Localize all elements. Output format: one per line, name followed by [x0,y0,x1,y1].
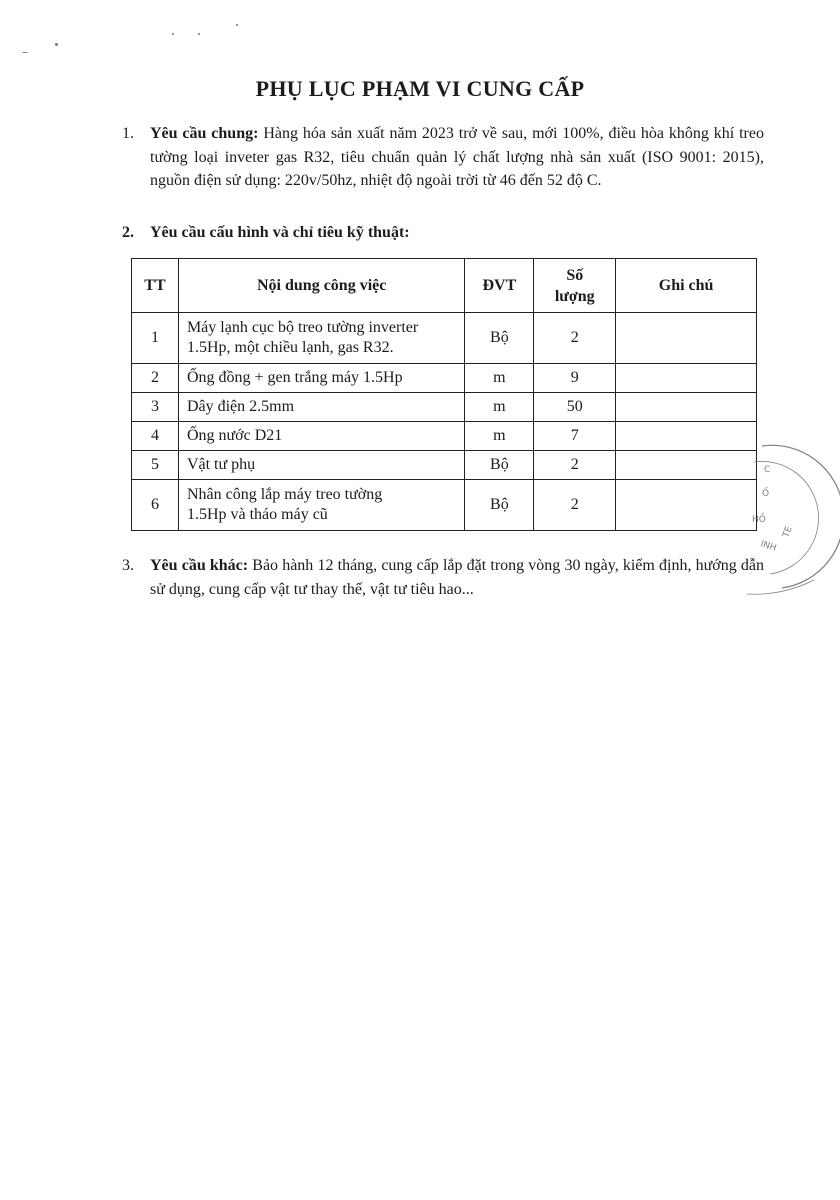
cell-note [616,313,757,364]
stamp-fragment: INH [759,539,778,554]
table-row [132,451,757,480]
cell-content: Vật tư phụ [178,451,464,480]
cell-note [616,393,757,422]
cell-unit: Bộ [465,480,534,531]
header-note: Ghi chú [616,259,757,313]
header-unit: ĐVT [465,259,534,313]
stamp-tail [747,580,814,594]
section-heading: Yêu cầu chung: [150,125,259,142]
section-1 [124,122,764,193]
table-row [132,313,757,364]
cell-content [178,480,464,531]
section-body [124,221,764,245]
cell-quantity: 2 [534,313,616,364]
header-quantity-line1: Số [566,266,584,284]
cell-quantity: 50 [534,393,616,422]
header-quantity-line2: lượng [554,287,595,305]
cell-tt: 1 [132,313,179,364]
stamp-fragment: C [764,465,771,475]
cell-content [178,313,464,364]
cell-content-line1: Máy lạnh cục bộ treo tường inverter [186,319,419,336]
cell-unit: m [465,364,534,393]
cell-unit: m [465,422,534,451]
stamp-outer-ring [762,445,840,588]
official-stamp [742,440,840,600]
scan-speck [198,33,200,35]
section-text: Bảo hành 12 tháng, cung cấp lắp đặt trong vòng 30 ngày, kiểm định, hướng dẫn sử dụng, cung cấp vật tư thay thế, vật tư tiêu hao... [150,557,765,598]
cell-tt: 3 [132,393,179,422]
specification-table [131,258,757,531]
cell-tt: 5 [132,451,179,480]
cell-note [616,480,757,531]
section-body [124,554,764,601]
page-title: PHỤ LỤC PHẠM VI CUNG CẤP [255,76,585,101]
cell-note [616,364,757,393]
cell-content-line2: 1.5Hp và tháo máy cũ [186,506,328,523]
table-row [132,480,757,531]
scan-speck [55,43,58,46]
stamp-fragment: Ố [762,489,770,499]
header-quantity [534,259,616,313]
scan-speck [172,33,174,35]
cell-content-line2: 1.5Hp, một chiều lạnh, gas R32. [186,339,394,356]
stamp-fragment: TE [781,525,795,540]
section-text: Hàng hóa sản xuất năm 2023 trở về sau, mới 100%, điều hòa không khí treo tường loại inveter gas R32, tiêu chuẩn quản lý chất lượng nhà sản xuất (ISO 9001: 2015), nguồn điện sử dụng: 220v/50hz, nhiệt độ ngoài trời từ 46 đến 52 độ C. [150,125,764,189]
table-row [132,422,757,451]
table-row [132,393,757,422]
section-number: 2. [122,224,134,241]
stamp-fragment: HỒ [752,515,766,525]
cell-quantity: 2 [534,451,616,480]
cell-content: Ống đồng + gen trắng máy 1.5Hp [178,364,464,393]
section-heading: Yêu cầu cấu hình và chỉ tiêu kỹ thuật: [150,224,410,241]
section-number: 3. [122,557,134,574]
cell-quantity: 9 [534,364,616,393]
section-2 [124,221,764,245]
table-header-row [132,259,757,313]
cell-content-line1: Nhân công lắp máy treo tường [186,486,383,503]
cell-tt: 6 [132,480,179,531]
section-3 [124,554,764,601]
header-tt: TT [132,259,179,313]
scan-speck [22,52,28,53]
cell-unit: Bộ [465,313,534,364]
scan-speck [236,24,238,26]
cell-content: Ống nước D21 [178,422,464,451]
section-heading: Yêu cầu khác: [150,557,249,574]
header-content: Nội dung công việc [178,259,464,313]
cell-tt: 4 [132,422,179,451]
cell-unit: m [465,393,534,422]
section-number: 1. [122,125,134,142]
cell-note [616,451,757,480]
cell-quantity: 2 [534,480,616,531]
cell-tt: 2 [132,364,179,393]
section-body [124,122,764,193]
cell-content: Dây điện 2.5mm [178,393,464,422]
cell-note [616,422,757,451]
table-row [132,364,757,393]
cell-quantity: 7 [534,422,616,451]
cell-unit: Bộ [465,451,534,480]
